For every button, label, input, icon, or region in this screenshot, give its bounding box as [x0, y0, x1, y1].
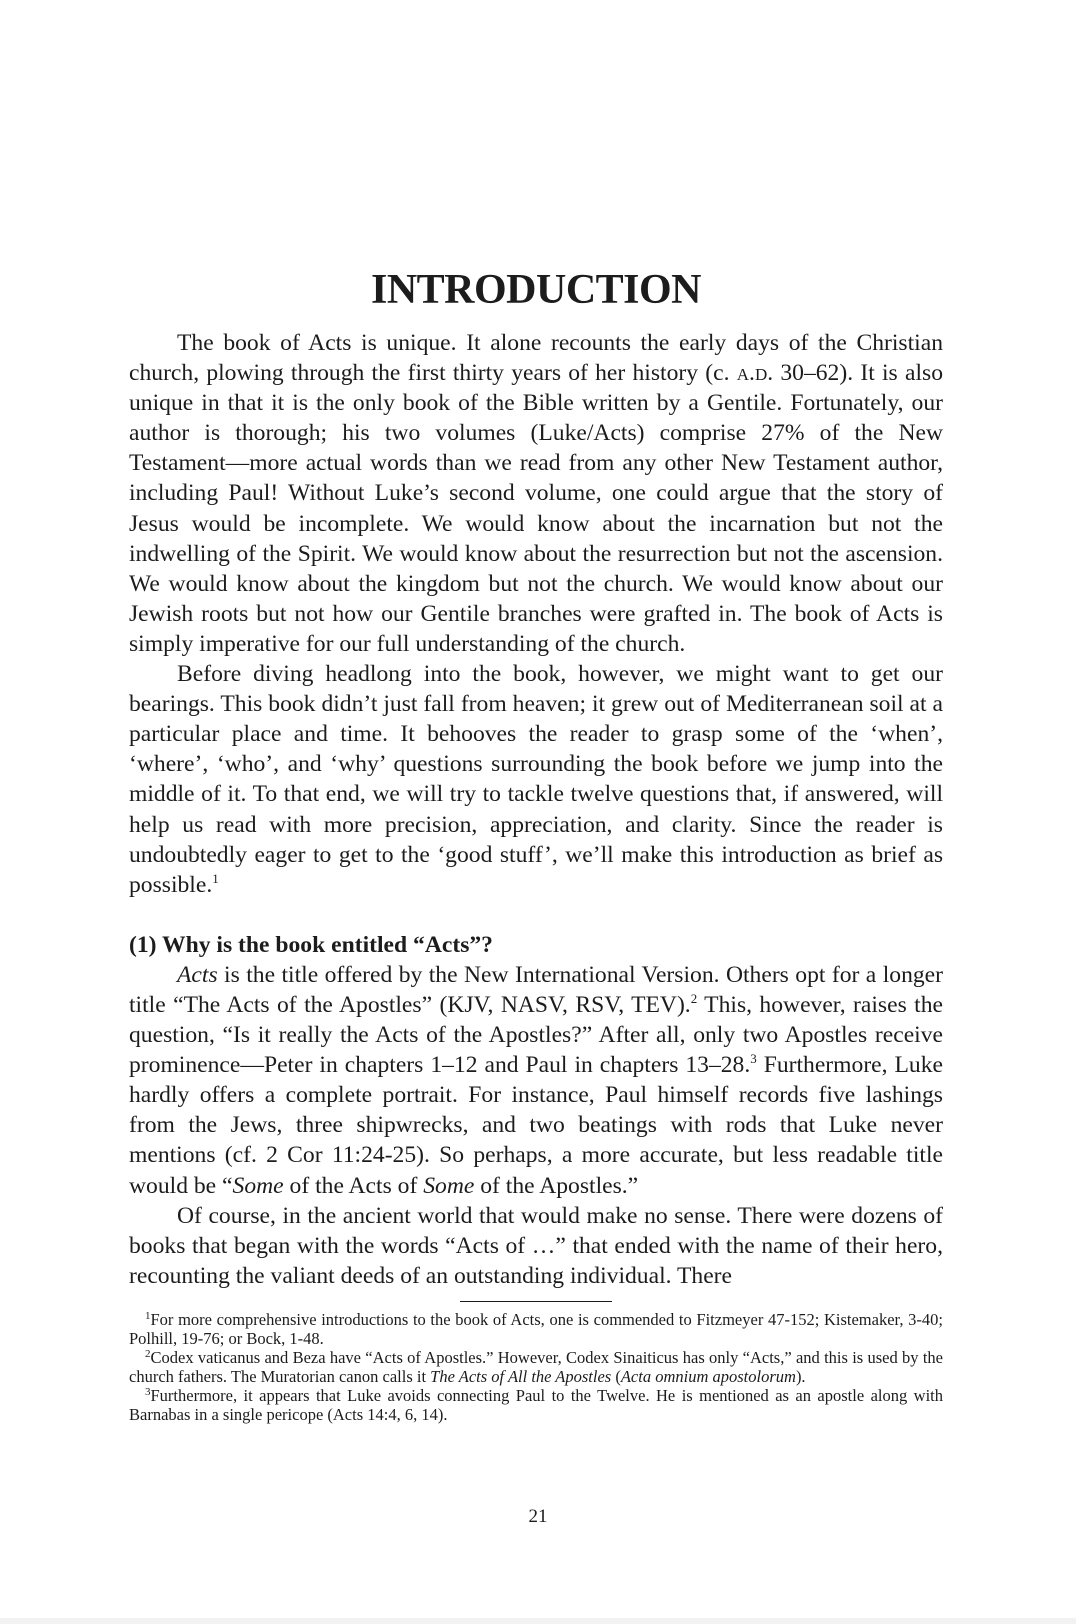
body-text	[129, 328, 943, 1291]
bottom-edge	[0, 1618, 1076, 1624]
footnote-1	[129, 1310, 943, 1348]
footnote-3	[129, 1386, 943, 1424]
footnote-2-number: 2	[145, 1347, 151, 1360]
paragraph-1-part-b: 30–62). It is also unique in that it is the only book of the Bible written by a Gentile. Fortunately, our author is thorough; his two volumes (Luke/Acts) comprise 27% of the New Testament—more actual words than we read from any other New Testament author, including Paul! Without Luke’s second volume, one could argue that the story of Jesus would be incomplete. We would know about the incarnation but not the indwelling of the Spirit. We would know about the resurrection but not the ascension. We would know about the kingdom but not the church. We would know about our Jewish roots but not how our Gentile branches were grafted in. The book of Acts is simply imperative for our full understanding of the church.	[129, 360, 943, 657]
page-number: 21	[528, 1506, 548, 1527]
paragraph-2	[129, 659, 943, 900]
italic-some-1: Some	[232, 1172, 284, 1199]
footnote-1-number: 1	[145, 1309, 151, 1322]
footnote-ref-3: 3	[750, 1051, 757, 1067]
footnote-2-part-b: (	[611, 1366, 621, 1386]
footnote-1-text: For more comprehensive introductions to the book of Acts, one is commended to Fitzmeyer 47-152; Kistemaker, 3-40; Polhill, 19-76; or Bock, 1-48.	[129, 1309, 943, 1348]
footnote-ref-2: 2	[690, 990, 698, 1006]
paragraph-3-part-a: is the title offered by the New International Version. Others opt for a longer title “The Acts of the Apostles” (KJV, NASV, RSV, TEV).	[129, 961, 943, 1018]
footnote-3-number: 3	[145, 1385, 151, 1398]
paragraph-1-part-a: The book of Acts is unique. It alone recounts the early days of the Christian church, plowing through the first thirty years of her history (c.	[129, 330, 943, 387]
footnote-3-text: Furthermore, it appears that Luke avoids connecting Paul to the Twelve. He is mentioned as an apostle along with Barnabas in a single pericope (Acts 14:4, 6, 14).	[129, 1385, 943, 1424]
italic-some-2: Some	[423, 1172, 475, 1199]
paragraph-3-part-b: This, however, raises the question, “Is it really the Acts of the Apostles?” After all, only two Apostles receive prominence—Peter in chapters 1–12 and Paul in chapters 13–28.	[129, 991, 943, 1079]
italic-acts: Acts	[177, 961, 218, 988]
section-heading-1: (1) Why is the book entitled “Acts”?	[129, 931, 493, 958]
page-title: INTRODUCTION	[370, 267, 702, 313]
era-abbreviation: a.d.	[736, 360, 774, 387]
paragraph-4: Of course, in the ancient world that would make no sense. There were dozens of books that began with the words “Acts of …” that ended with the name of their hero, recounting the valiant deeds of an outstanding individual. There	[129, 1202, 943, 1289]
paragraph-3-part-e: of the Apostles.”	[474, 1172, 639, 1199]
footnote-2-italic-latin: Acta omnium apostolorum	[620, 1366, 796, 1386]
footnote-2-part-c: ).	[795, 1366, 806, 1386]
footnote-2-part-a: Codex vaticanus and Beza have “Acts of Apostles.” However, Codex Sinaiticus has only “Acts,” and this is used by the church fathers. The Muratorian canon calls it	[129, 1347, 943, 1386]
footnote-ref-1: 1	[212, 870, 219, 886]
footnotes	[129, 1310, 943, 1424]
footnote-2	[129, 1348, 943, 1386]
paragraph-3	[129, 960, 943, 1201]
paragraph-3-part-c: Furthermore, Luke hardly offers a complete portrait. For instance, Paul himself records five lashings from the Jews, three shipwrecks, and two beatings with rods that Luke never mentions (cf. 2 Cor 11:24-25). So perhaps, a more accurate, but less readable title would be “	[129, 1052, 943, 1199]
footnote-2-italic-title: The Acts of All the Apostles	[430, 1366, 612, 1386]
page-content	[129, 262, 943, 1424]
paragraph-2-text: Before diving headlong into the book, however, we might want to get our bearings. This book didn’t just fall from heaven; it grew out of Mediterranean soil at a particular place and time. It behooves the reader to grasp some of the ‘when’, ‘where’, ‘who’, and ‘why’ questions surrounding the book before we jump into the middle of it. To that end, we will try to tackle twelve questions that, if answered, will help us read with more precision, appreciation, and clarity. Since the reader is undoubtedly eager to get to the ‘good stuff’, we’ll make this introduction as brief as possible.	[129, 661, 943, 898]
paragraph-3-part-d: of the Acts of	[283, 1172, 424, 1199]
paragraph-1	[129, 328, 943, 659]
footnote-divider	[460, 1301, 612, 1302]
